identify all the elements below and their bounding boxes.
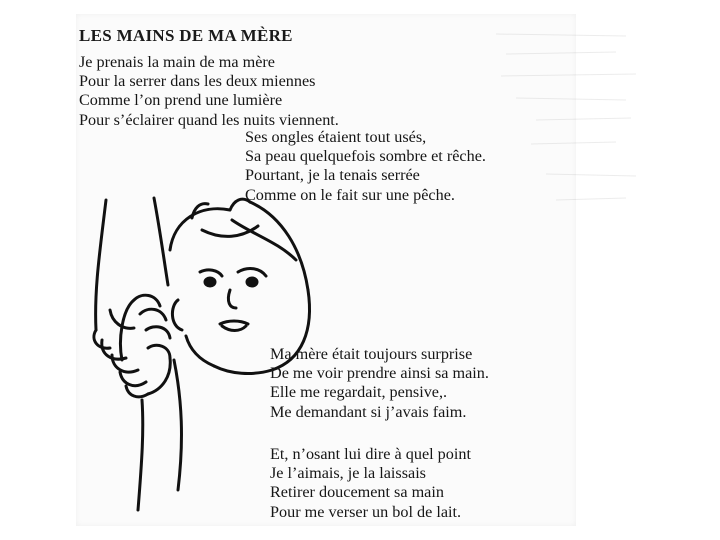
verse-line: Comme l’on prend une lumière — [79, 91, 283, 110]
verse-line: Pour s’éclairer quand les nuits viennent. — [79, 110, 339, 129]
stanza-1 — [79, 53, 339, 130]
verse-line: Je l’aimais, je la laissais — [270, 464, 426, 483]
verse-line: Elle me regardait, pensive,. — [270, 383, 448, 402]
verse-line: De me voir prendre ainsi sa main. — [270, 364, 489, 383]
verse-line: Ma mère était toujours surprise — [270, 345, 473, 363]
verse-line: Ses ongles étaient tout usés, — [245, 128, 427, 146]
verse-line: Je prenais la main de ma mère — [79, 53, 275, 71]
verse-line: Sa peau quelquefois sombre et rêche. — [245, 147, 486, 166]
verse-line: Comme on le fait sur une pêche. — [245, 185, 455, 204]
verse-line: Retirer doucement sa main — [270, 483, 444, 502]
scan-bleed-through — [476, 24, 646, 224]
verse-line: Pour me verser un bol de lait. — [270, 502, 462, 521]
stanza-4 — [270, 445, 471, 522]
verse-line: Et, n’osant lui dire à quel point — [270, 445, 471, 463]
poem-title: LES MAINS DE MA MÈRE — [79, 26, 293, 45]
stanza-3 — [270, 345, 489, 422]
verse-line: Me demandant si j’avais faim. — [270, 402, 467, 421]
verse-line: Pourtant, je la tenais serrée — [245, 166, 420, 185]
verse-line: Pour la serrer dans les deux miennes — [79, 72, 316, 91]
